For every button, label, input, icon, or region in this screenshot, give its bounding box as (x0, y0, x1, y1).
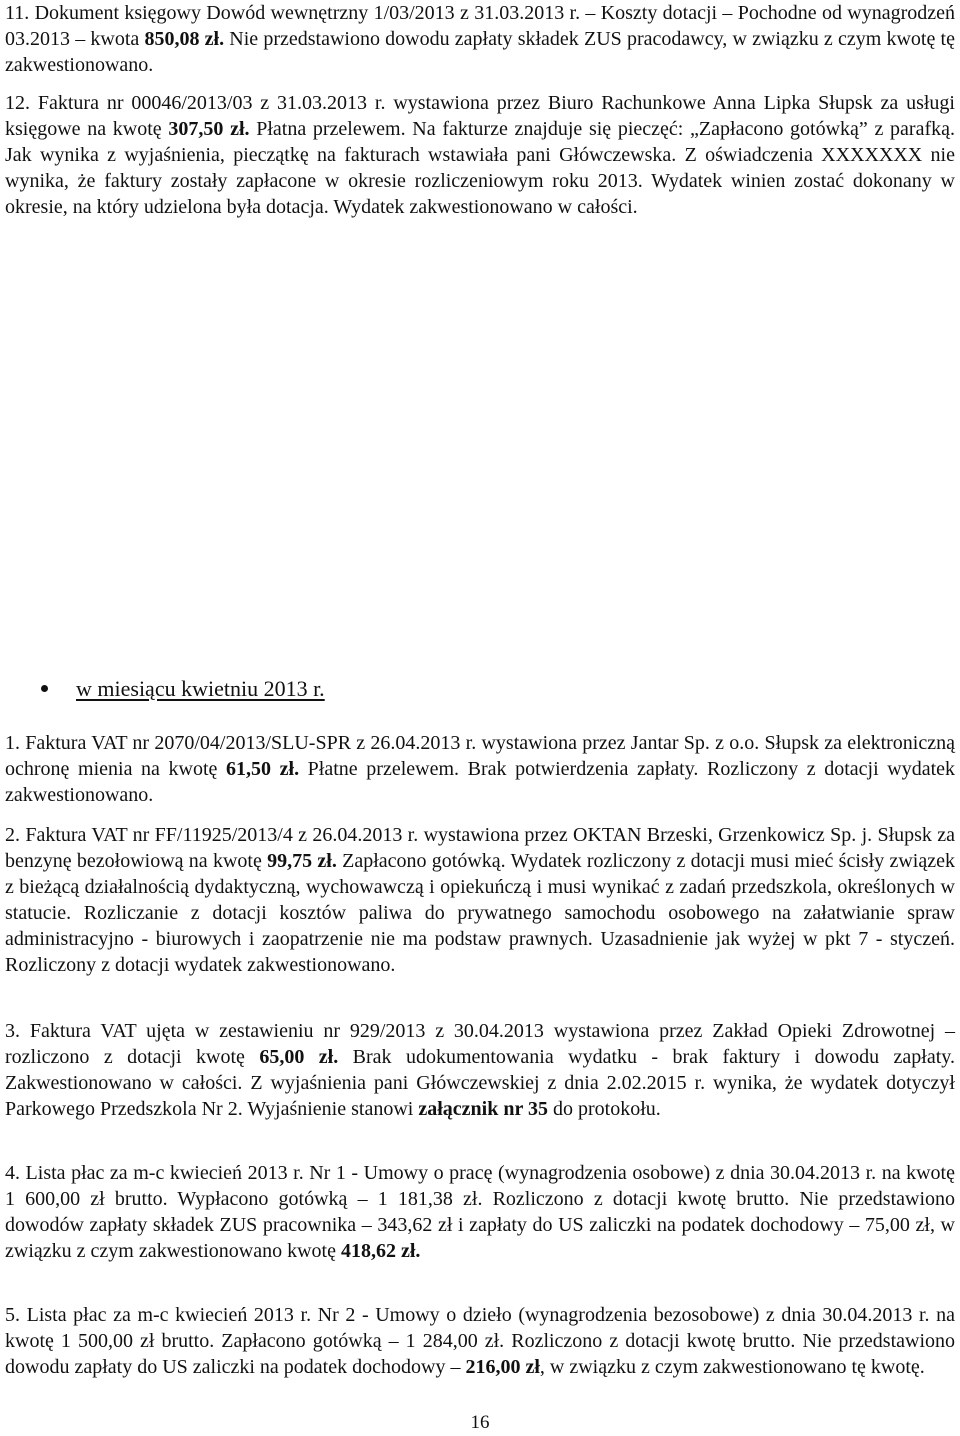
text-run: Brak udokumentowania wydatku - brak faktury i dowodu zapłaty. Zakwestionowano w całości. Z wyjaśnienia pani Główczewskiej z dnia 2.02.2015 r. wynika, że wydatek dotyczył Parkowego Przedszkola Nr 2. Wyjaśnienie stanowi (5, 1046, 955, 1120)
text-run: 11. Dokument księgowy Dowód wewnętrzny 1/03/2013 z 31.03.2013 r. – Koszty dotacji – Pochodne od wynagrodzeń 03.2013 – kwota (5, 2, 955, 50)
paragraph-item-11 (5, 0, 955, 78)
paragraph-april-5 (5, 1302, 955, 1380)
text-run: 3. Faktura VAT ujęta w zestawieniu nr 929/2013 z 30.04.2013 wystawiona przez Zakład Opieki Zdrowotnej – rozliczono z dotacji kwotę (5, 1020, 955, 1068)
text-run: 2. Faktura VAT nr FF/11925/2013/4 z 26.04.2013 r. wystawiona przez OKTAN Brzeski, Grzenkowicz Sp. j. Słupsk za benzynę bezołowiową na kwotę (5, 824, 955, 872)
paragraph-april-2 (5, 822, 955, 978)
bold-amount: 418,62 zł. (341, 1240, 421, 1262)
text-run: 1. Faktura VAT nr 2070/04/2013/SLU-SPR z 26.04.2013 r. wystawiona przez Jantar Sp. z o.o. Słupsk za elektroniczną ochronę mienia na kwotę (5, 732, 955, 780)
section-heading-row (5, 675, 955, 705)
text-run: Nie przedstawiono dowodu zapłaty składek ZUS pracodawcy, w związku z czym kwotę tę zakwestionowano. (5, 28, 955, 76)
text-run: Zapłacono gotówką. Wydatek rozliczony z dotacji musi mieć ścisły związek z bieżącą działalnością dydaktyczną, wychowawczą i opiekuńczą i musi wynikać z zadań przedszkola, określonych w statucie. Rozliczanie z dotacji kosztów paliwa do prywatnego samochodu osobowego na załatwianie spraw administracyjno - biurowych i zaopatrzenie nie ma podstaw prawnych. Uzasadnienie jak wyżej w pkt 7 - styczeń. Rozliczony z dotacji wydatek zakwestionowano. (5, 850, 955, 976)
paragraph-april-3 (5, 1018, 955, 1122)
bold-amount: 99,75 zł. (267, 850, 337, 872)
bold-amount: 307,50 zł. (168, 118, 250, 140)
page-number: 16 (470, 1412, 490, 1433)
text-run: 4. Lista płac za m-c kwiecień 2013 r. Nr 1 - Umowy o pracę (wynagrodzenia osobowe) z dnia 30.04.2013 r. na kwotę 1 600,00 zł brutto. Wypłacono gotówką – 1 181,38 zł. Rozliczono z dotacji kwotę brutto. Nie przedstawiono dowodów zapłaty składek ZUS pracownika – 343,62 zł i zapłaty do US zaliczki na podatek dochodowy – 75,00 zł, w związku z czym zakwestionowano kwotę (5, 1162, 955, 1262)
bold-amount: załącznik nr 35 (418, 1098, 548, 1120)
text-run: , w związku z czym zakwestionowano tę kwotę. (539, 1356, 925, 1378)
paragraph-item-12 (5, 90, 955, 220)
bold-amount: 65,00 zł. (259, 1046, 339, 1068)
paragraph-april-4 (5, 1160, 955, 1264)
paragraph-april-1 (5, 730, 955, 808)
bold-amount: 850,08 zł. (144, 28, 225, 50)
bold-amount: 61,50 zł. (226, 758, 300, 780)
text-run: Płatne przelewem. Brak potwierdzenia zapłaty. Rozliczony z dotacji wydatek zakwestionowano. (5, 758, 955, 806)
bullet-icon (41, 685, 48, 692)
section-heading: w miesiącu kwietniu 2013 r. (76, 676, 325, 701)
text-run: do protokołu. (547, 1098, 661, 1120)
text-run: 12. Faktura nr 00046/2013/03 z 31.03.2013 r. wystawiona przez Biuro Rachunkowe Anna Lipka Słupsk za usługi księgowe na kwotę (5, 92, 955, 140)
bold-amount: 216,00 zł (465, 1356, 540, 1378)
text-run: Płatna przelewem. Na fakturze znajduje się pieczęć: „Zapłacono gotówką” z parafką. Jak wynika z wyjaśnienia, pieczątkę na fakturach wstawiała pani Główczewska. Z oświadczenia XXXXXXX nie wynika, że faktury zostały zapłacone w okresie rozliczeniowym roku 2013. Wydatek winien zostać dokonany w okresie, na który udzielona była dotacja. Wydatek zakwestionowano w całości. (5, 118, 956, 218)
text-run: 5. Lista płac za m-c kwiecień 2013 r. Nr 2 - Umowy o dzieło (wynagrodzenia bezosobowe) z dnia 30.04.2013 r. na kwotę 1 500,00 zł brutto. Zapłacono gotówką – 1 284,00 zł. Rozliczono z dotacji kwotę brutto. Nie przedstawiono dowodu zapłaty do US zaliczki na podatek dochodowy – (5, 1304, 955, 1378)
